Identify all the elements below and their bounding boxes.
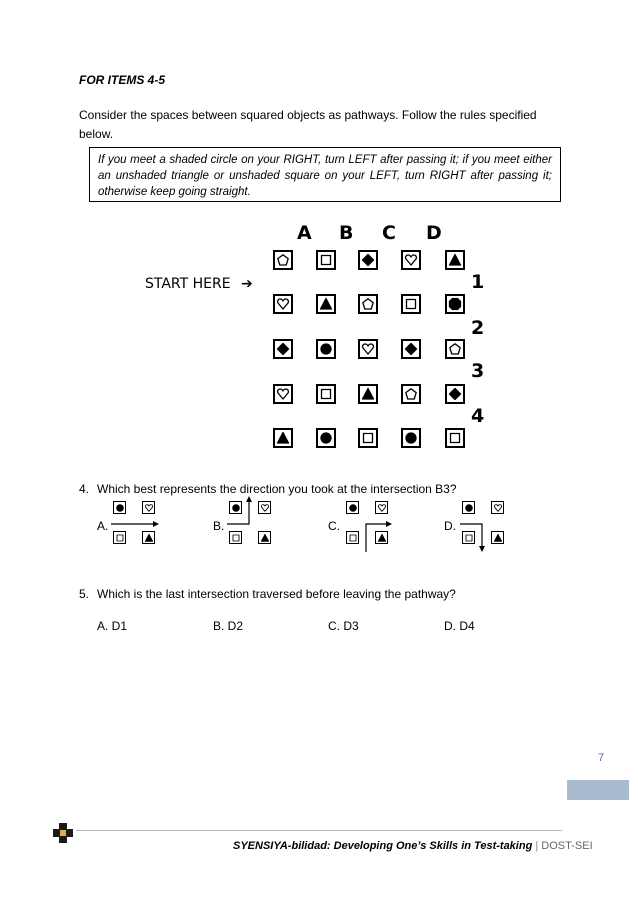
square-outline-icon bbox=[320, 254, 332, 266]
grid-cell bbox=[401, 384, 421, 404]
grid-cell bbox=[401, 250, 421, 270]
grid-cell bbox=[273, 294, 293, 314]
start-label bbox=[145, 276, 253, 292]
heart-outline-icon bbox=[362, 343, 374, 355]
footer-org: DOST-SEI bbox=[541, 840, 593, 852]
path-arrow-icon bbox=[103, 496, 163, 554]
diamond-filled-icon bbox=[362, 254, 374, 266]
path-arrow-icon bbox=[219, 496, 279, 554]
grid-cell bbox=[358, 339, 378, 359]
pentagon-outline-icon bbox=[405, 388, 417, 400]
diamond-filled-icon bbox=[449, 388, 461, 400]
grid-cell bbox=[358, 294, 378, 314]
option-letter[interactable]: D. bbox=[444, 519, 456, 533]
section-heading: FOR ITEMS 4-5 bbox=[79, 73, 166, 87]
grid-cell bbox=[445, 339, 465, 359]
arrow-right-icon: ➔ bbox=[241, 276, 253, 292]
grid-cell bbox=[273, 339, 293, 359]
heart-outline-icon bbox=[405, 254, 417, 266]
grid-cell bbox=[401, 294, 421, 314]
square-outline-icon bbox=[449, 432, 461, 444]
circle-filled-icon bbox=[320, 432, 332, 444]
square-outline-icon bbox=[362, 432, 374, 444]
question-4-text: Which best represents the direction you took at the intersection B3? bbox=[97, 482, 457, 496]
footer-text bbox=[233, 840, 593, 852]
path-arrow-icon bbox=[336, 496, 396, 554]
dost-logo-icon bbox=[52, 822, 74, 844]
square-outline-icon bbox=[405, 298, 417, 310]
grid-cell bbox=[445, 250, 465, 270]
diamond-filled-icon bbox=[277, 343, 289, 355]
square-outline-icon bbox=[320, 388, 332, 400]
column-label-c: C bbox=[382, 222, 396, 244]
grid-cell bbox=[316, 294, 336, 314]
question-4-number: 4. bbox=[79, 482, 90, 496]
heart-outline-icon bbox=[277, 298, 289, 310]
pentagon-outline-icon bbox=[449, 343, 461, 355]
option-letter[interactable]: C. bbox=[328, 519, 340, 533]
grid-cell bbox=[445, 384, 465, 404]
footer-title: SYENSIYA-bilidad: Developing One’s Skills in Test-taking bbox=[233, 840, 533, 852]
answer-option-a[interactable]: A. D1 bbox=[97, 619, 128, 633]
footer-divider bbox=[76, 830, 562, 831]
grid-cell bbox=[358, 428, 378, 448]
pentagon-outline-icon bbox=[277, 254, 289, 266]
rule-box: If you meet a shaded circle on your RIGHT, turn LEFT after passing it; if you meet either an unshaded triangle or unshaded square on your LEFT, turn RIGHT after passing it; otherwise keep going straight. bbox=[89, 147, 561, 202]
circle-filled-icon bbox=[405, 432, 417, 444]
grid-cell bbox=[273, 428, 293, 448]
answer-option-b[interactable]: B. D2 bbox=[213, 619, 244, 633]
intro-text: Consider the spaces between squared objects as pathways. Follow the rules specified below. bbox=[79, 108, 537, 141]
pentagon-outline-icon bbox=[362, 298, 374, 310]
grid-cell bbox=[401, 428, 421, 448]
row-label-2: 2 bbox=[471, 317, 485, 339]
footer-separator: | bbox=[535, 840, 539, 852]
option-letter[interactable]: B. bbox=[213, 519, 225, 533]
triangle-filled-icon bbox=[362, 388, 374, 400]
grid-cell bbox=[445, 428, 465, 448]
triangle-filled-icon bbox=[320, 298, 332, 310]
answer-option-d[interactable]: D. D4 bbox=[444, 619, 475, 633]
row-label-3: 3 bbox=[471, 360, 485, 382]
triangle-filled-icon bbox=[449, 254, 461, 266]
answer-option-c[interactable]: C. D3 bbox=[328, 619, 359, 633]
grid-cell bbox=[358, 250, 378, 270]
page-number: 7 bbox=[598, 752, 605, 764]
grid-cell bbox=[316, 250, 336, 270]
grid-cell bbox=[445, 294, 465, 314]
circle-filled-icon bbox=[320, 343, 332, 355]
row-label-4: 4 bbox=[471, 405, 485, 427]
grid-cell bbox=[273, 384, 293, 404]
question-5-text: Which is the last intersection traversed before leaving the pathway? bbox=[97, 587, 456, 601]
triangle-filled-icon bbox=[277, 432, 289, 444]
octagon-filled-icon bbox=[449, 298, 461, 310]
column-label-b: B bbox=[339, 222, 354, 244]
grid-cell bbox=[358, 384, 378, 404]
grid-cell bbox=[273, 250, 293, 270]
column-label-d: D bbox=[426, 222, 442, 244]
column-label-a: A bbox=[297, 222, 312, 244]
option-letter[interactable]: A. bbox=[97, 519, 109, 533]
grid-cell bbox=[316, 339, 336, 359]
path-arrow-icon bbox=[452, 496, 512, 554]
row-label-1: 1 bbox=[471, 271, 485, 293]
page-corner-tab bbox=[567, 780, 629, 800]
start-text: START HERE bbox=[145, 276, 231, 292]
heart-outline-icon bbox=[277, 388, 289, 400]
grid-cell bbox=[316, 384, 336, 404]
diamond-filled-icon bbox=[405, 343, 417, 355]
question-5-number: 5. bbox=[79, 587, 90, 601]
grid-cell bbox=[316, 428, 336, 448]
grid-cell bbox=[401, 339, 421, 359]
